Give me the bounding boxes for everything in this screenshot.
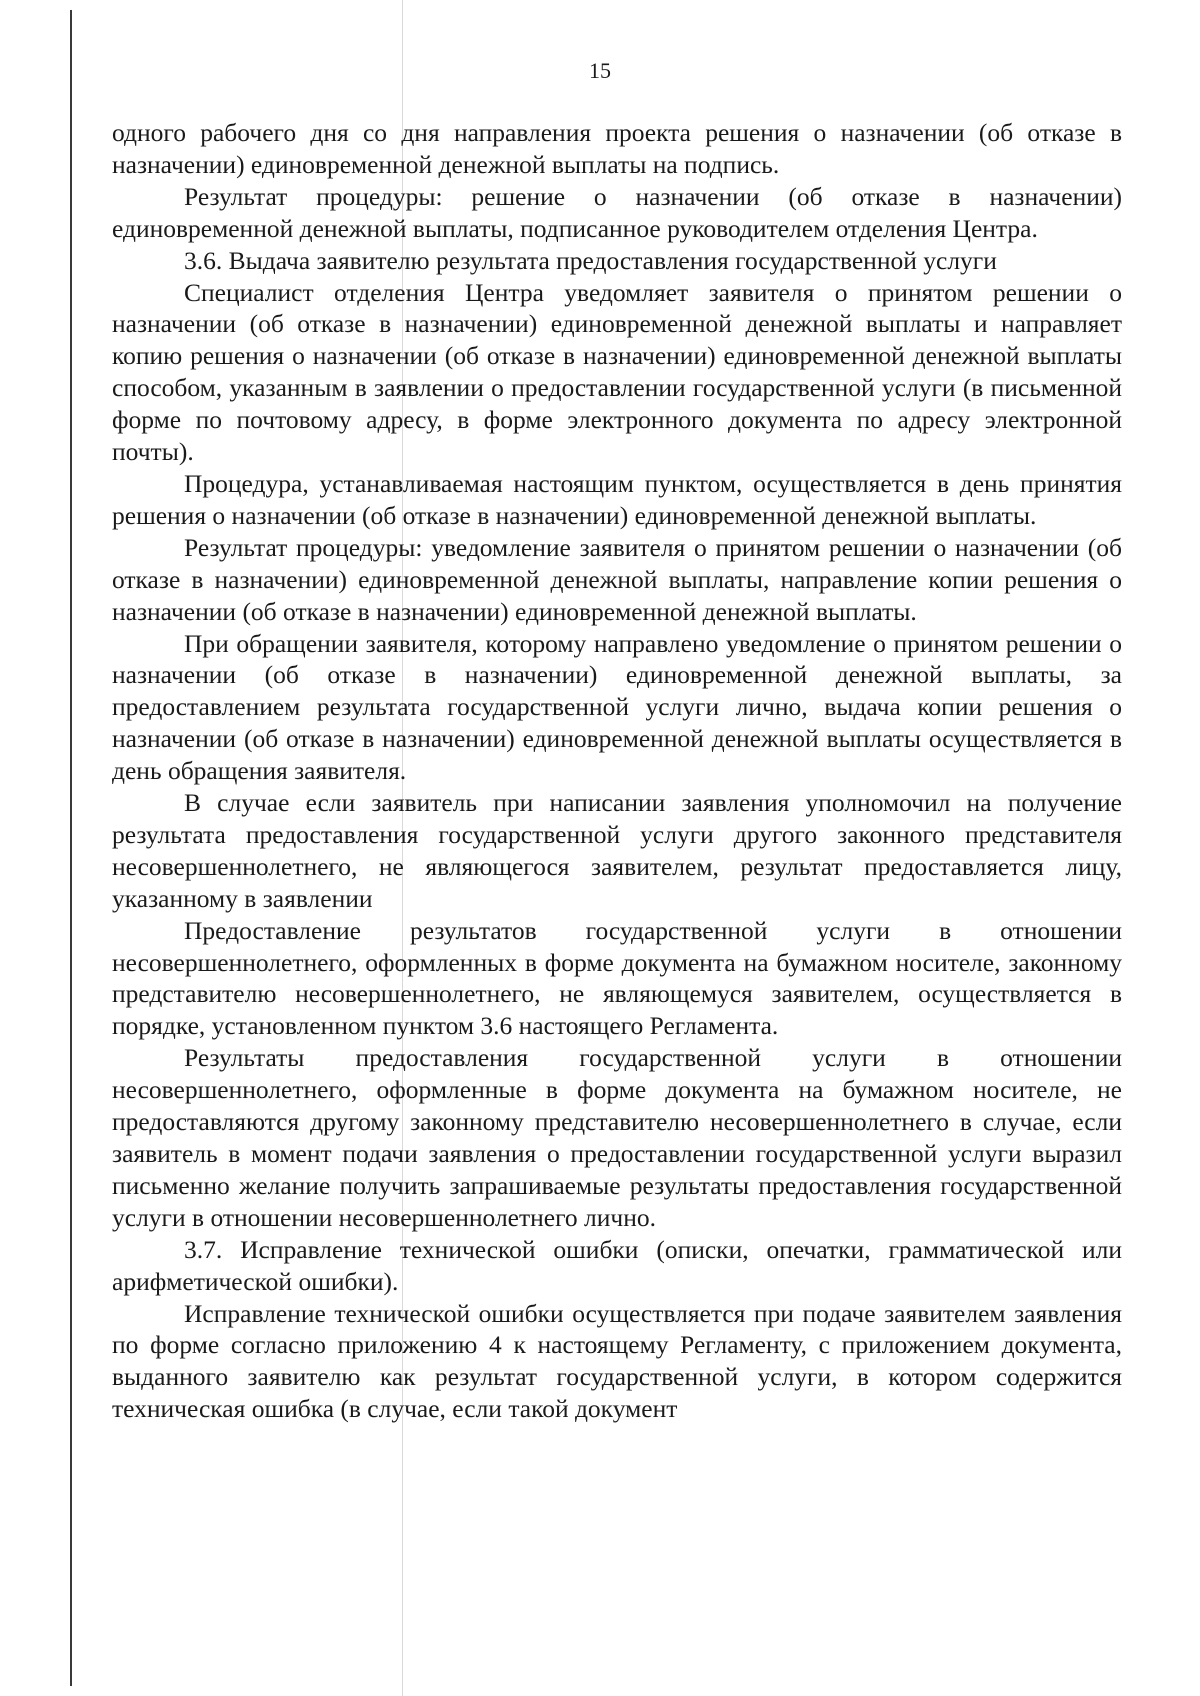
scan-left-edge (70, 10, 72, 1686)
section-heading-3-7: 3.7. Исправление технической ошибки (описки, опечатки, грамматической или арифметической ошибки). (112, 1234, 1122, 1296)
document-body (112, 117, 1122, 1425)
paragraph: Специалист отделения Центра уведомляет заявителя о принятом решении о назначении (об отказе в назначении) единовременной денежной выплаты и направляет копию решения о назначении (об отказе в назначении) единовременной денежной выплаты способом, указанным в заявлении о предоставлении государственной услуги (в письменной форме по почтовому адресу, в форме электронного документа по адресу электронной почты). (112, 277, 1122, 467)
paragraph: Предоставление результатов государственной услуги в отношении несовершеннолетнего, оформленных в форме документа на бумажном носителе, законному представителю несовершеннолетнего, не являющемуся заявителем, осуществляется в порядке, установленном пунктом 3.6 настоящего Регламента. (112, 915, 1122, 1041)
paragraph: Результат процедуры: уведомление заявителя о принятом решении о назначении (об отказе в назначении) единовременной денежной выплаты, направление копии решения о назначении (об отказе в назначении) единовременной денежной выплаты. (112, 532, 1122, 626)
paragraph-continuation: одного рабочего дня со дня направления проекта решения о назначении (об отказе в назначении) единовременной денежной выплаты на подпись. (112, 118, 1122, 179)
paragraph: Процедура, устанавливаемая настоящим пунктом, осуществляется в день принятия решения о назначении (об отказе в назначении) единовременной денежной выплаты. (112, 468, 1122, 530)
paragraph: При обращении заявителя, которому направлено уведомление о принятом решении о назначении (об отказе в назначении) единовременной денежной выплаты, за предоставлением результата государственной услуги лично, выдача копии решения о назначении (об отказе в назначении) единовременной денежной выплаты осуществляется в день обращения заявителя. (112, 628, 1122, 786)
paragraph: Исправление технической ошибки осуществляется при подаче заявителем заявления по форме согласно приложению 4 к настоящему Регламенту, с приложением документа, выданного заявителю как результат государственной услуги, в котором содержится техническая ошибка (в случае, если такой документ (112, 1298, 1122, 1424)
paragraph: Результаты предоставления государственной услуги в отношении несовершеннолетнего, оформленные в форме документа на бумажном носителе, не предоставляются другому законному представителю несовершеннолетнего в случае, если заявитель в момент подачи заявления о предоставлении государственной услуги выразил письменно желание получить запрашиваемые результаты предоставления государственной услуги в отношении несовершеннолетнего лично. (112, 1043, 1122, 1232)
paragraph: Результат процедуры: решение о назначении (об отказе в назначении) единовременной денежной выплаты, подписанное руководителем отделения Центра. (112, 181, 1122, 243)
section-heading-3-6: 3.6. Выдача заявителю результата предоставления государственной услуги (184, 245, 997, 275)
page-number: 15 (589, 58, 611, 83)
paragraph: В случае если заявитель при написании заявления уполномочил на получение результата предоставления государственной услуги другого законного представителя несовершеннолетнего, не являющегося заявителем, результат предоставляется лицу, указанному в заявлении (112, 788, 1122, 913)
